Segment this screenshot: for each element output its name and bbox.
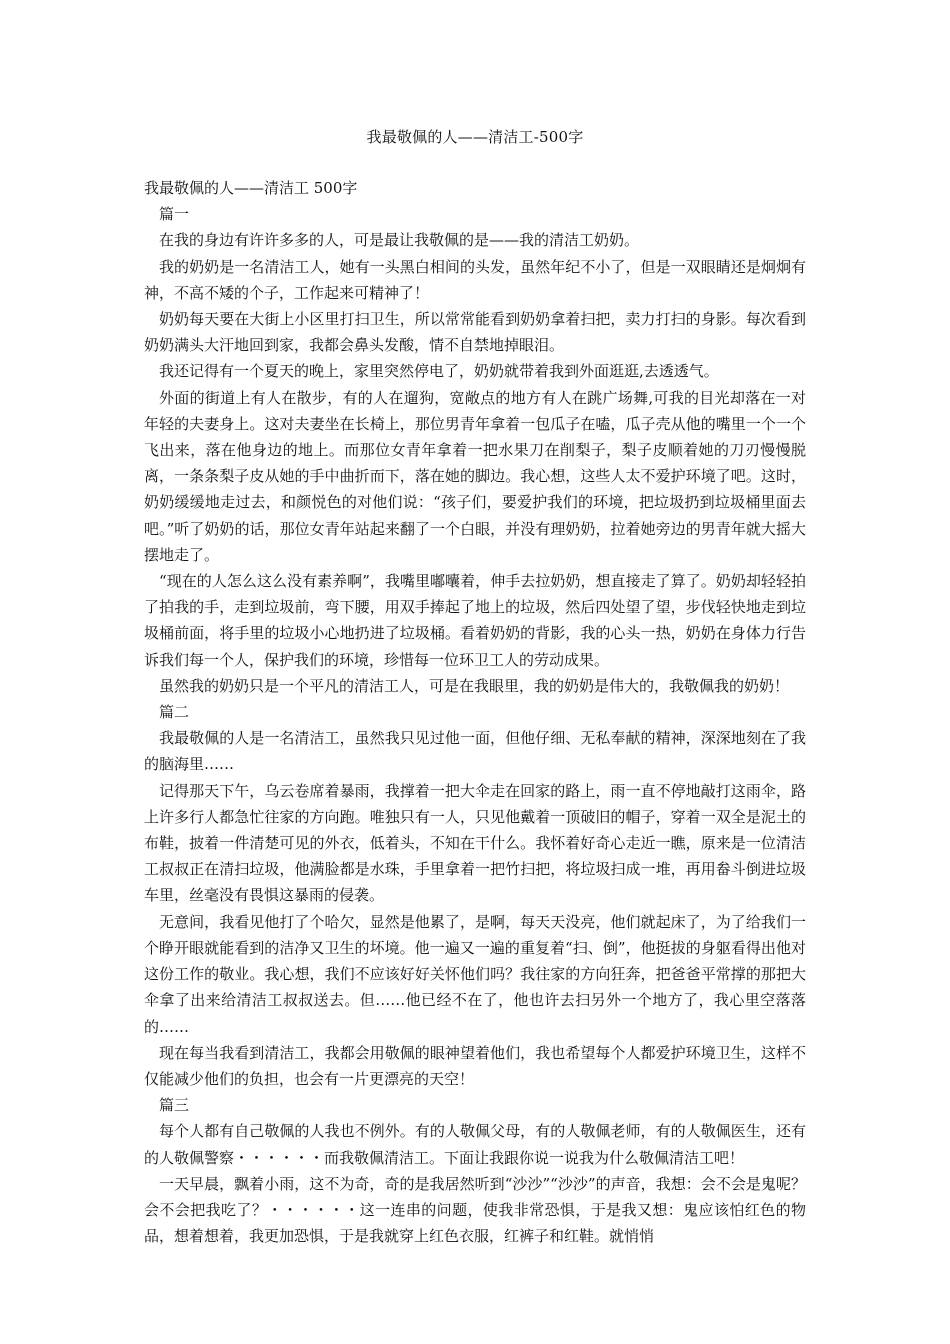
paragraph: 每个人都有自己敬佩的人我也不例外。有的人敬佩父母，有的人敬佩老师，有的人敬佩医生，还有的人敬佩警察・・・・・・而我敬佩清洁工。下面让我跟你说一说我为什么敬佩清洁工吧！	[144, 1122, 806, 1167]
paragraph: 现在每当我看到清洁工，我都会用敬佩的眼神望着他们，我也希望每个人都爱护环境卫生，这样不仅能减少他们的负担，也会有一片更漂亮的天空！	[144, 1043, 806, 1088]
paragraph: 外面的街道上有人在散步，有的人在遛狗，宽敞点的地方有人在跳广场舞,可我的目光却落在一对年轻的夫妻身上。这对夫妻坐在长椅上，那位男青年拿着一包瓜子在嗑，瓜子壳从他的嘴里一个一个飞出来，落在他身边的地上。而那位女青年拿着一把水果刀在削梨子，梨子皮顺着她的刀刃慢慢脱离，一条条梨子皮从她的手中曲折而下，落在她的脚边。我心想，这些人太不爱护环境了吧。这时，奶奶缓缓地走过去，和颜悦色的对他们说：“孩子们，要爱护我们的环境，把垃圾扔到垃圾桶里面去吧。”听了奶奶的话，那位女青年站起来翻了一个白眼，并没有理奶奶，拉着她旁边的男青年就大摇大摆地走了。	[144, 388, 806, 564]
paragraph: 我还记得有一个夏天的晚上，家里突然停电了，奶奶就带着我到外面逛逛,去透透气。	[159, 362, 719, 381]
paragraph: “现在的人怎么这么没有素养啊”，我嘴里嘟囔着，伸手去拉奶奶，想直接走了算了。奶奶却轻轻拍了拍我的手，走到垃圾前，弯下腰，用双手捧起了地上的垃圾，然后四处望了望，步伐轻快地走到垃圾桶前面，将手里的垃圾小心地扔进了垃圾桶。看着奶奶的背影，我的心头一热，奶奶在身体力行告诉我们每一个人，保护我们的环境，珍惜每一位环卫工人的劳动成果。	[144, 572, 806, 669]
document-body	[144, 175, 806, 1249]
section-heading: 篇二	[159, 703, 190, 722]
paragraph: 记得那天下午，乌云卷席着暴雨，我撑着一把大伞走在回家的路上，雨一直不停地敲打这雨伞，路上许多行人都急忙往家的方向跑。唯独只有一人，只见他戴着一顶破旧的帽子，穿着一双全是泥土的布鞋，披着一件清楚可见的外衣，低着头，不知在干什么。我怀着好奇心走近一瞧，原来是一位清洁工叔叔正在清扫垃圾，他满脸都是水珠，手里拿着一把竹扫把，将垃圾扫成一堆，再用畚斗倒进垃圾车里，丝毫没有畏惧这暴雨的侵袭。	[144, 781, 806, 905]
paragraph: 在我的身边有许许多多的人，可是最让我敬佩的是——我的清洁工奶奶。	[159, 231, 640, 250]
section-heading: 篇三	[159, 1096, 190, 1115]
paragraph: 奶奶每天要在大街上小区里打扫卫生，所以常常能看到奶奶拿着扫把，卖力打扫的身影。每次看到奶奶满头大汗地回到家，我都会鼻头发酸，情不自禁地掉眼泪。	[144, 310, 806, 355]
paragraph: 虽然我的奶奶只是一个平凡的清洁工人，可是在我眼里，我的奶奶是伟大的，我敬佩我的奶奶！	[159, 676, 790, 695]
paragraph: 我最敬佩的人是一名清洁工，虽然我只见过他一面，但他仔细、无私奉献的精神，深深地刻在了我的脑海里……	[144, 729, 806, 774]
paragraph: 一天早晨，飘着小雨，这不为奇，奇的是我居然听到“沙沙”“沙沙”的声音，我想：会不会是鬼呢？会不会把我吃了？・・・・・・这一连串的问题，使我非常恐惧，于是我又想：鬼应该怕红色的物品，想着想着，我更加恐惧，于是我就穿上红色衣服，红裤子和红鞋。就悄悄	[144, 1174, 806, 1246]
paragraph: 无意间，我看见他打了个哈欠，显然是他累了，是啊，每天天没亮，他们就起床了，为了给我们一个睁开眼就能看到的洁净又卫生的坏境。他一遍又一遍的重复着“扫、倒”，他挺拔的身躯看得出他对这份工作的敬业。我心想，我们不应该好好关怀他们吗？我往家的方向狂奔，把爸爸平常撑的那把大伞拿了出来给清洁工叔叔送去。但……他已经不在了，他也许去扫另外一个地方了，我心里空落落的……	[144, 912, 806, 1036]
document-title: 我最敬佩的人——清洁工-500字	[366, 128, 584, 146]
section-heading: 篇一	[159, 205, 190, 224]
document-subtitle: 我最敬佩的人——清洁工 500字	[144, 179, 358, 197]
paragraph: 我的奶奶是一名清洁工人，她有一头黑白相间的头发，虽然年纪不小了，但是一双眼睛还是炯炯有神，不高不矮的个子，工作起来可精神了！	[144, 257, 806, 302]
